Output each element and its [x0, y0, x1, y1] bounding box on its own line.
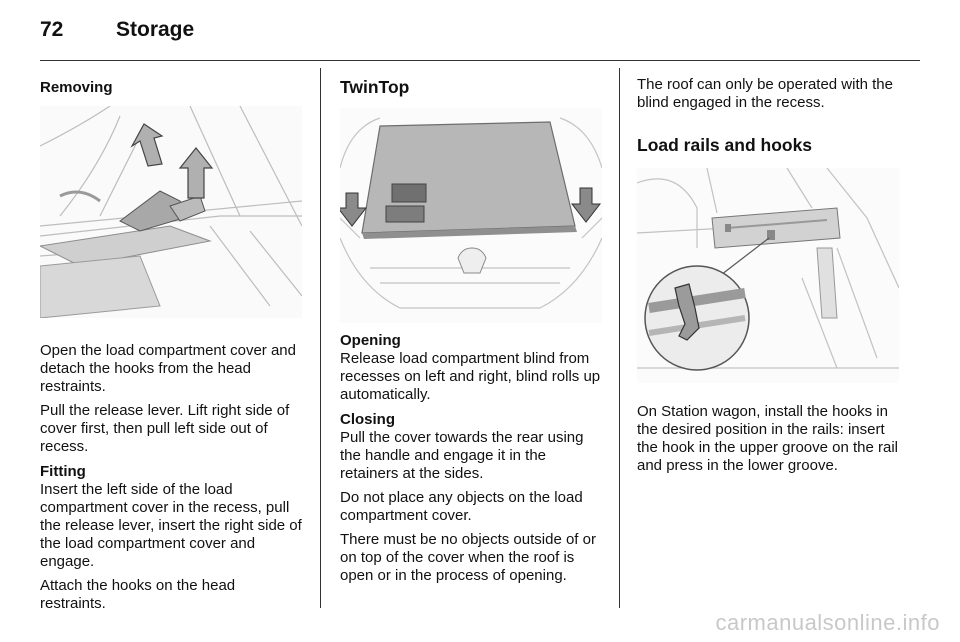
para-fitting-2: Attach the hooks on the head restraints.: [40, 577, 236, 612]
figure-removing-cover: [40, 106, 302, 318]
para-opening: Release load compartment blind from recesses on left and right, blind rolls up automatically.: [340, 350, 601, 403]
para-roof: The roof can only be operated with the blind engaged in the recess.: [637, 76, 893, 111]
para-closing-2: Do not place any objects on the load compartment cover.: [340, 489, 583, 524]
column-divider-1: [320, 68, 321, 608]
heading-load-rails: Load rails and hooks: [637, 135, 813, 155]
page-number: 72: [40, 18, 64, 41]
column-divider-2: [619, 68, 620, 608]
heading-twintop: TwinTop: [340, 77, 410, 97]
column-2: [340, 72, 605, 585]
heading-closing: Closing: [340, 411, 395, 428]
para-removing-1: Open the load compartment cover and detach the hooks from the head restraints.: [40, 342, 296, 395]
section-title: Storage: [116, 18, 195, 41]
watermark: carmanualsonline.info: [715, 610, 940, 635]
column-3: [637, 72, 905, 475]
header-rule: [40, 60, 920, 61]
column-1: [40, 72, 302, 613]
heading-removing: Removing: [40, 79, 113, 96]
figure-twintop-blind: [340, 108, 602, 323]
para-removing-2: Pull the release lever. Lift right side of cover first, then pull left side out of recess.: [40, 402, 290, 455]
para-fitting-1: Insert the left side of the load compartment cover in the recess, pull the release lever, insert the right side of the load compartment cover and engage.: [40, 481, 302, 570]
heading-opening: Opening: [340, 332, 401, 349]
para-rails: On Station wagon, install the hooks in the desired position in the rails: insert the hook in the upper groove on the rail and press in the lower groove.: [637, 403, 899, 474]
para-closing-1: Pull the cover towards the rear using the handle and engage it in the retainers at the sides.: [340, 429, 584, 482]
heading-fitting: Fitting: [40, 463, 86, 480]
para-closing-3: There must be no objects outside of or on top of the cover when the roof is open or in the process of opening.: [340, 531, 596, 584]
figure-load-rails: [637, 168, 899, 383]
